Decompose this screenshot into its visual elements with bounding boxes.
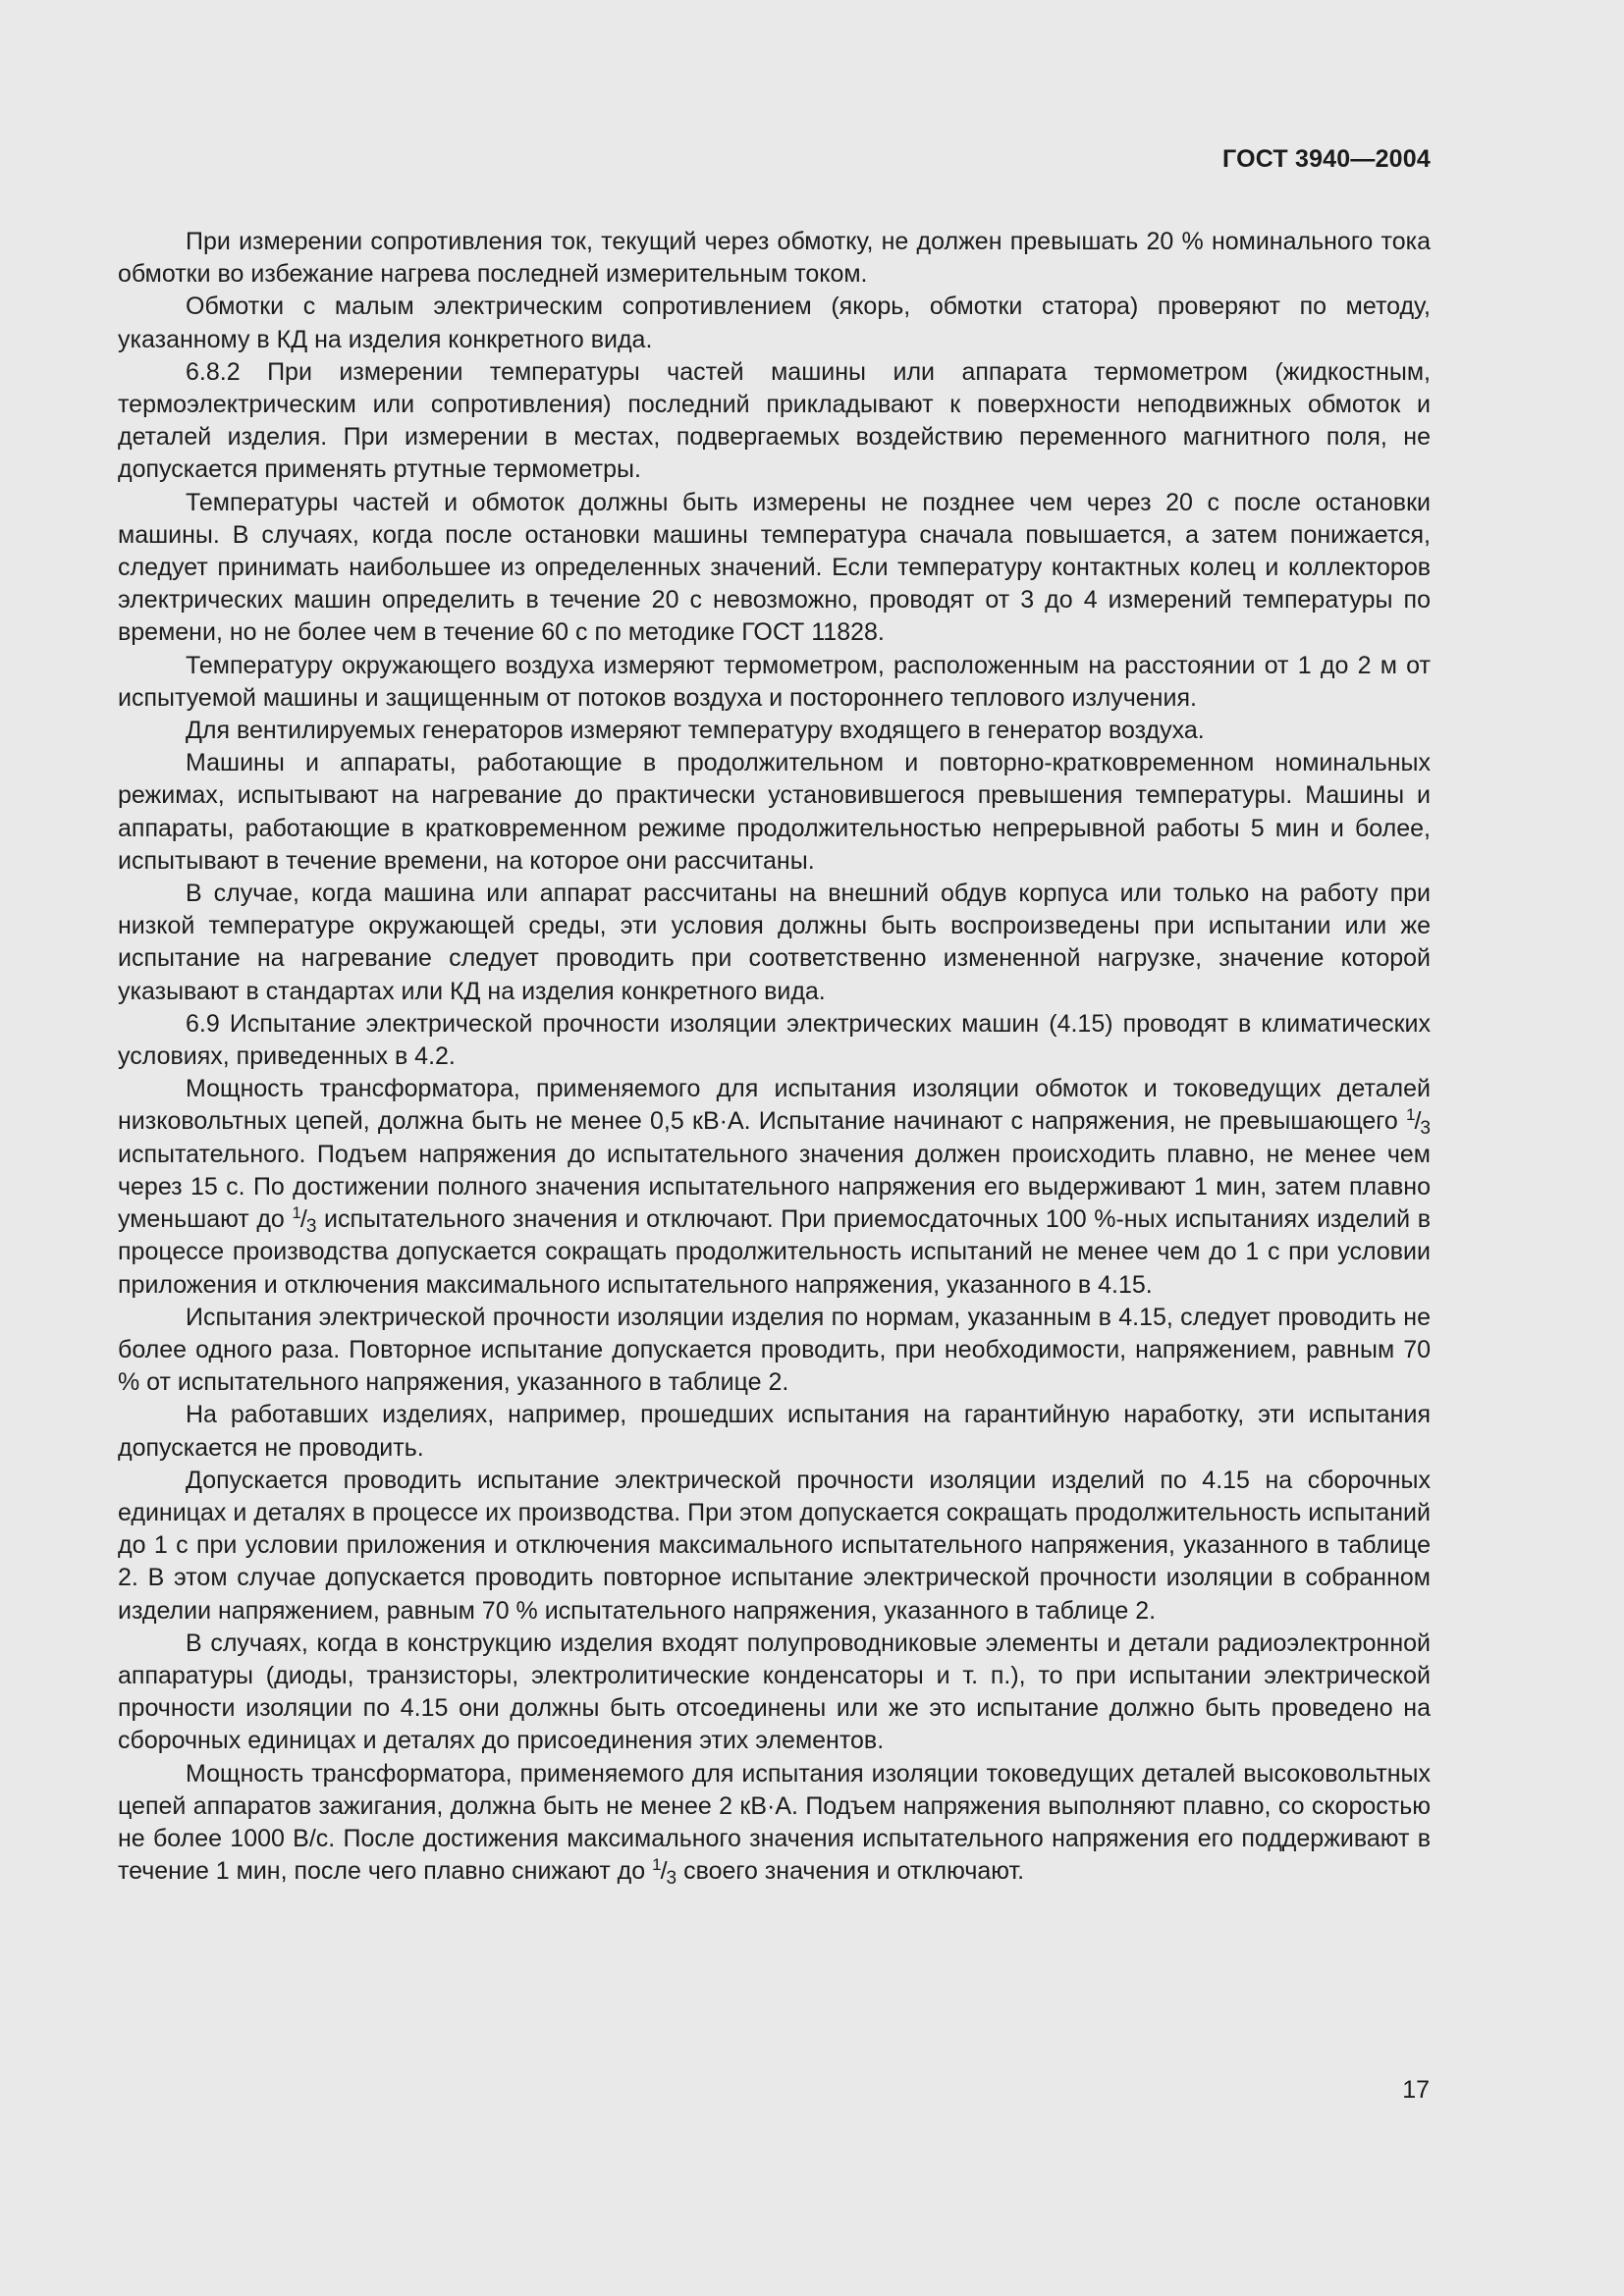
paragraph-6-8-2: 6.8.2 При измерении температуры частей машины или аппарата термометром (жидкостным, термоэлектрическим или сопротивления) последний прикладывают к поверхности неподвижных обмоток и деталей изделия. При измерении в местах, подвергаемых воздействию переменного магнитного поля, не допускается применять ртутные термометры. (118, 357, 1431, 484)
paragraph-assembly-units-test: Допускается проводить испытание электрической прочности изоляции изделий по 4.15 на сборочных единицах и деталях в процессе их производства. При этом допускается сокращать продолжительность испытаний до 1 с при условии приложения и отключения максимального испытательного напряжения, указанного в таблице 2. В этом случае допускается проводить повторное испытание электрической прочности изоляции в собранном изделии напряжением, равным 70 % испытательного напряжения, указанного в таблице 2. (118, 1466, 1431, 1625)
paragraph-external-cooling: В случае, когда машина или аппарат рассчитаны на внешний обдув корпуса или только на работу при низкой температуре окружающей среды, эти условия должны быть воспроизведены при испытании или же испытание на нагревание следует проводить при соответственно измененной нагрузке, значение которой указывают в стандартах или КД на изделия конкретного вида. (118, 880, 1431, 1005)
text-segment: своего значения и отключают. (677, 1857, 1025, 1886)
paragraph-semiconductor-elements: В случаях, когда в конструкцию изделия входят полупроводниковые элементы и детали радиоэлектронной аппаратуры (диоды, транзисторы, электролитические конденсаторы и т. п.), то при испытании электрической прочности изоляции по 4.15 они должны быть отсоединены или же это испытание должно быть проведено на сборочных единицах и деталях до присоединения этих элементов. (118, 1629, 1431, 1755)
paragraph-heating-test-modes: Машины и аппараты, работающие в продолжительном и повторно-кратковременном номинальных режимах, испытывают на нагревание до практически установившегося превышения температуры. Машины и аппараты, работающие в кратковременном режиме продолжительностью непрерывной работы 5 мин и более, испытывают в течение времени, на которое они рассчитаны. (118, 749, 1431, 875)
document-body (118, 226, 1431, 1888)
fraction-one-third: $^1/_3$ (1406, 1105, 1431, 1140)
paragraph-6-9: 6.9 Испытание электрической прочности изоляции электрических машин (4.15) проводят в климатических условиях, приведенных в 4.2. (118, 1009, 1431, 1071)
page-number: 17 (1402, 2076, 1430, 2104)
paragraph-temperature-after-stop: Температуры частей и обмоток должны быть измерены не позднее чем через 20 с после остановки машины. В случаях, когда после остановки машины температура сначала повышается, а затем понижается, следует принимать наибольшее из определенных значений. Если температуру контактных колец и коллекторов электрических машин определить в течение 20 с невозможно, проводят от 3 до 4 измерений температуры по времени, но не более чем в течение 60 с по методике ГОСТ 11828. (118, 488, 1431, 647)
fraction-one-third: $^1/_3$ (292, 1203, 317, 1238)
text-segment: Мощность трансформатора, применяемого для испытания изоляции обмоток и токоведущих деталей низковольтных цепей, должна быть не менее 0,5 кВ·А. Испытание начинают с напряжения, не превышающего (118, 1075, 1431, 1136)
text-segment: Мощность трансформатора, применяемого для испытания изоляции токоведущих деталей высоковольтных цепей аппаратов зажигания, должна быть не менее 2 кВ·А. Подъем напряжения выполняют плавно, со скоростью не более 1000 В/с. После достижения максимального значения испытательного напряжения его поддерживают в течение 1 мин, после чего плавно снижают до (118, 1759, 1431, 1886)
paragraph-single-test: Испытания электрической прочности изоляции изделия по нормам, указанным в 4.15, следует проводить не более одного раза. Повторное испытание допускается проводить, при необходимости, напряжением, равным 70 % от испытательного напряжения, указанного в таблице 2. (118, 1303, 1431, 1397)
paragraph-ambient-air-temperature: Температуру окружающего воздуха измеряют термометром, расположенным на расстоянии от 1 до 2 м от испытуемой машины и защищенным от потоков воздуха и постороннего теплового излучения. (118, 651, 1431, 712)
fraction-one-third: $^1/_3$ (652, 1855, 677, 1890)
paragraph-ventilated-generators: Для вентилируемых генераторов измеряют температуру входящего в генератор воздуха. (186, 717, 1205, 745)
paragraph-transformer-high-voltage (118, 1758, 1431, 1889)
document-header: ГОСТ 3940—2004 (1222, 145, 1431, 173)
paragraph-transformer-low-voltage (118, 1073, 1431, 1301)
text-segment: испытательного значения и отключают. При приемосдаточных 100 %-ных испытаниях изделий в процессе производства допускается сокращать продолжительность испытаний не менее чем до 1 с при условии приложения и отключения максимального испытательного напряжения, указанного в 4.15. (118, 1205, 1431, 1299)
paragraph-measurement-current: При измерении сопротивления ток, текущий через обмотку, не должен превышать 20 % номинального тока обмотки во избежание нагрева последней измерительным током. (118, 228, 1431, 289)
paragraph-used-products: На работавших изделиях, например, прошедших испытания на гарантийную наработку, эти испытания допускается не проводить. (118, 1401, 1431, 1462)
paragraph-low-resistance-windings: Обмотки с малым электрическим сопротивлением (якорь, обмотки статора) проверяют по методу, указанному в КД на изделия конкретного вида. (118, 293, 1431, 353)
text-segment: испытательного. Подъем напряжения до испытательного значения должен происходить плавно, не менее чем через 15 с. По достижении полного значения испытательного напряжения его выдерживают 1 мин, затем плавно уменьшают до (118, 1140, 1431, 1234)
